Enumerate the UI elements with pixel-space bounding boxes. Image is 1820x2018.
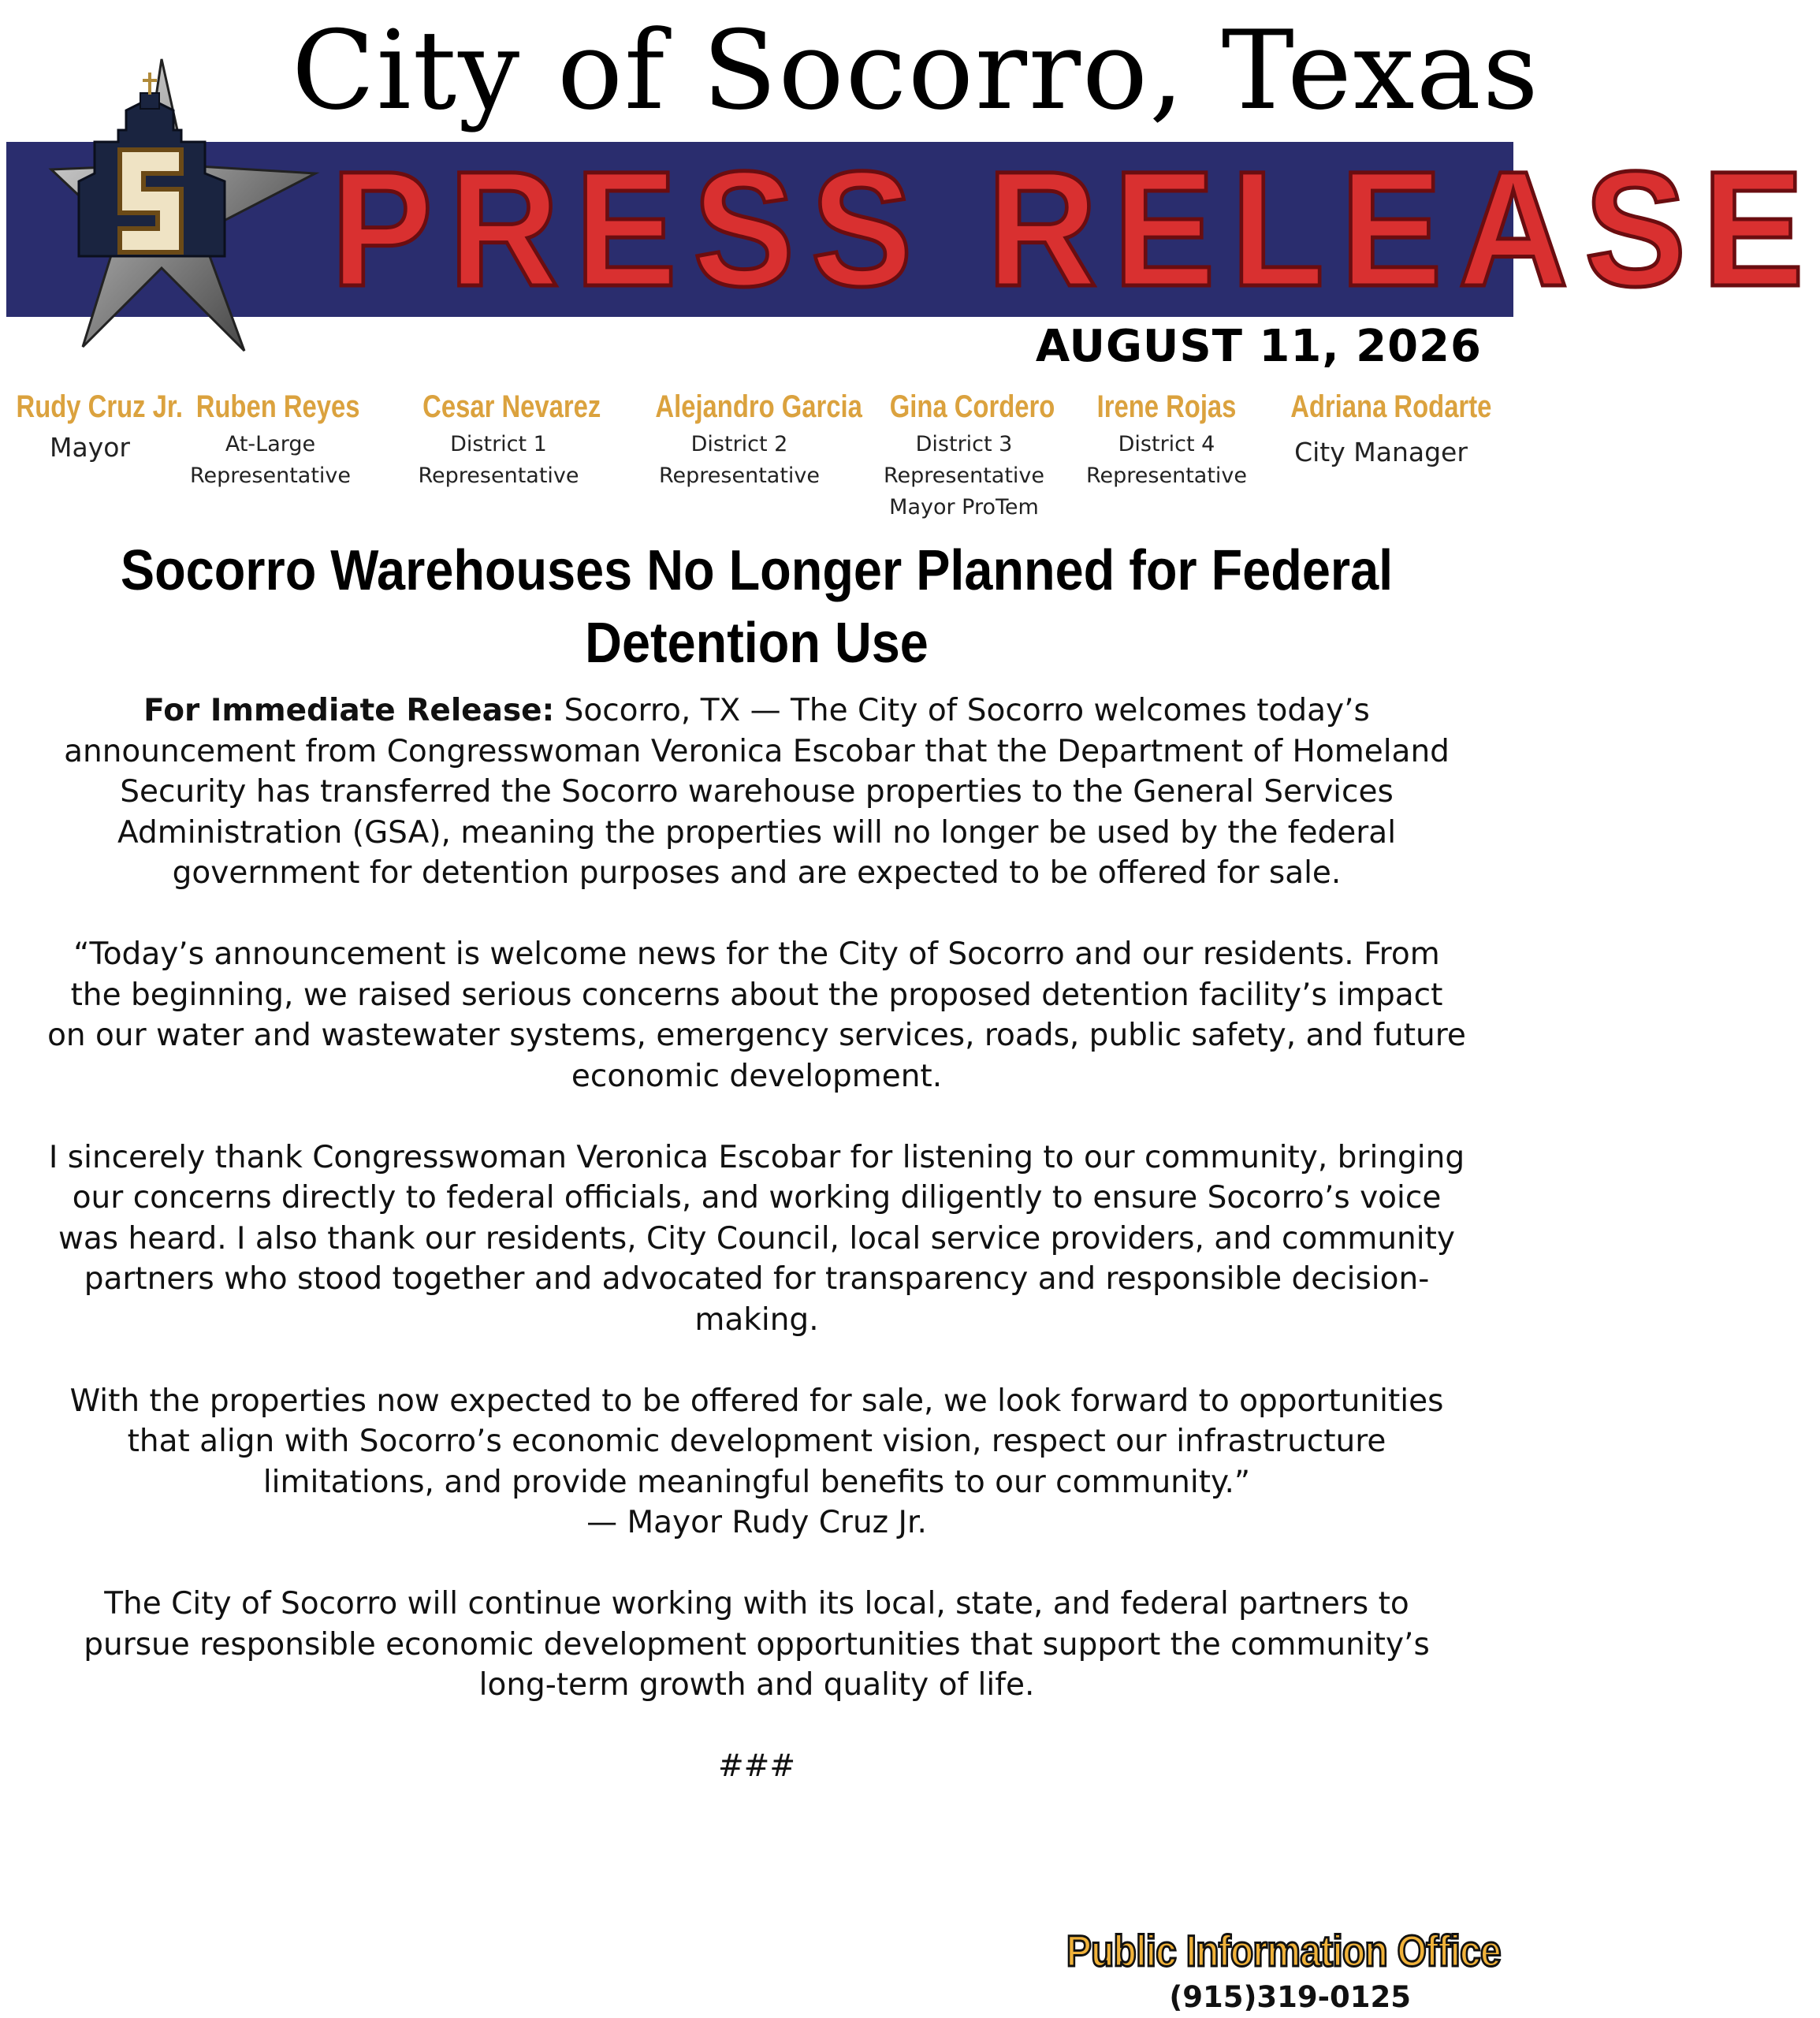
official-at-large [180,385,361,492]
release-date: AUGUST 11, 2026 [1035,321,1482,372]
official-title: At-Large [225,432,316,456]
city-title: City of Socorro, Texas [292,7,1540,134]
lead-label: For Immediate Release: [143,693,555,728]
quote-paragraph-1: “Today’s announcement is welcome news for the City of Socorro and our residents. From the beginning, we raised serious concerns about the proposed detention facility’s impact on our water and wastewater systems, emergency services, roads, public safety, and future economic development. [47,936,1466,1094]
lead-paragraph [47,691,1466,894]
official-city-manager [1271,385,1491,471]
official-title: District 3 [915,432,1013,456]
official-name: Gina Cordero [889,389,1055,424]
official-mayor [0,385,183,467]
quote-paragraph-3: With the properties now expected to be offered for sale, we look forward to opportunities that align with Socorro’s economic development vision, respect our infrastructure limitations, and provide meaningful benefits to our community.” [69,1383,1444,1500]
city-star-logo [47,55,323,363]
official-name: Cesar Nevarez [422,389,601,424]
banner-text: PRESS RELEASE [331,138,1820,321]
official-title: Mayor [50,432,130,463]
official-name: Adriana Rodarte [1290,389,1492,424]
public-information-office: Public Information Office [1066,1926,1501,1975]
lead-text: Socorro, TX — The City of Socorro welcomes today’s announcement from Congresswoman Veronica Escobar that the Department of Homeland Security has transferred the Socorro warehouse properties to the General Services Administration (GSA), meaning the properties will no longer be used by the federal government for detention purposes and are expected to be offered for sale. [64,693,1450,891]
official-name: Irene Rojas [1096,389,1237,424]
official-name: Ruben Reyes [195,389,360,424]
official-title: Representative [1085,464,1248,488]
official-name: Rudy Cruz Jr. [16,389,183,424]
officials-roster [0,385,1513,527]
official-title: District 1 [450,432,547,456]
official-title: City Manager [1294,437,1468,467]
quote-attribution: — Mayor Rudy Cruz Jr. [586,1505,927,1540]
closing-paragraph: The City of Socorro will continue working with its local, state, and federal partners to pursue responsible economic development opportunities that support the community’s long-term growth and quality of life. [84,1586,1430,1703]
official-title: Mayor ProTem [889,495,1039,519]
official-district-2 [637,385,862,492]
official-title: Representative [418,464,579,488]
official-district-1 [406,385,601,492]
official-name: Alejandro Garcia [655,389,862,424]
end-mark: ### [717,1748,796,1784]
official-title: Representative [883,464,1045,488]
official-title: District 4 [1118,432,1215,456]
contact-phone: (915)319-0125 [1169,1980,1411,2014]
official-title: District 2 [690,432,788,456]
official-district-3 [873,385,1055,523]
quote-paragraph-2: I sincerely thank Congresswoman Veronica Escobar for listening to our community, bringing our concerns directly to federal officials, and working diligently to ensure Socorro’s voice was heard. I also thank our residents, City Council, local service providers, and community partners who stood together and advocated for transparency and responsible decision-making. [48,1139,1465,1338]
official-title: Representative [189,464,352,488]
headline: Socorro Warehouses No Longer Planned for Federal Detention Use [120,539,1394,675]
article-body [47,691,1466,1827]
official-district-4 [1076,385,1257,492]
official-title: Representative [658,464,821,488]
